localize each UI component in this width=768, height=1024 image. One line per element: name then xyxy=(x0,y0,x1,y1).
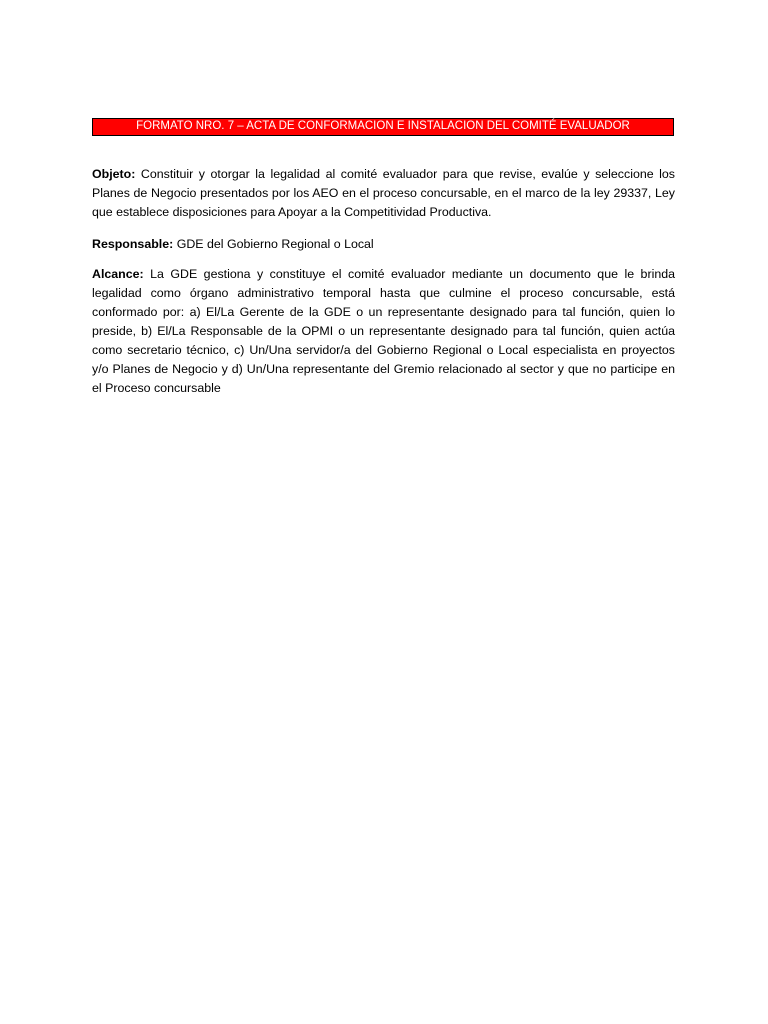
format-title: FORMATO NRO. 7 – ACTA DE CONFORMACION E INSTALACION DEL COMITÉ EVALUADOR xyxy=(136,120,630,133)
responsable-label: Responsable: xyxy=(92,237,174,251)
responsable-text: GDE del Gobierno Regional o Local xyxy=(173,237,374,251)
objeto-paragraph xyxy=(92,165,675,222)
objeto-text: Constituir y otorgar la legalidad al comité evaluador para que revise, evalúe y seleccione los Planes de Negocio presentados por los AEO en el proceso concursable, en el marco de la ley 29337, Ley que establece disposiciones para Apoyar a la Competitividad Productiva. xyxy=(92,167,675,219)
objeto-label: Objeto: xyxy=(92,167,136,181)
alcance-label: Alcance: xyxy=(92,267,144,281)
alcance-paragraph xyxy=(92,265,675,398)
alcance-text: La GDE gestiona y constituye el comité evaluador mediante un documento que le brinda legalidad como órgano administrativo temporal hasta que culmine el proceso concursable, está conformado por: a) El/La Gerente de la GDE o un representante designado para tal función, quien lo preside, b) El/La Responsable de la OPMI o un representante designado para tal función, quien actúa como secretario técnico, c) Un/Una servidor/a del Gobierno Regional o Local especialista en proyectos y/o Planes de Negocio y d) Un/Una representante del Gremio relacionado al sector y que no participe en el Proceso concursable xyxy=(92,267,675,395)
responsable-paragraph xyxy=(92,235,675,254)
format-title-banner xyxy=(92,118,674,136)
